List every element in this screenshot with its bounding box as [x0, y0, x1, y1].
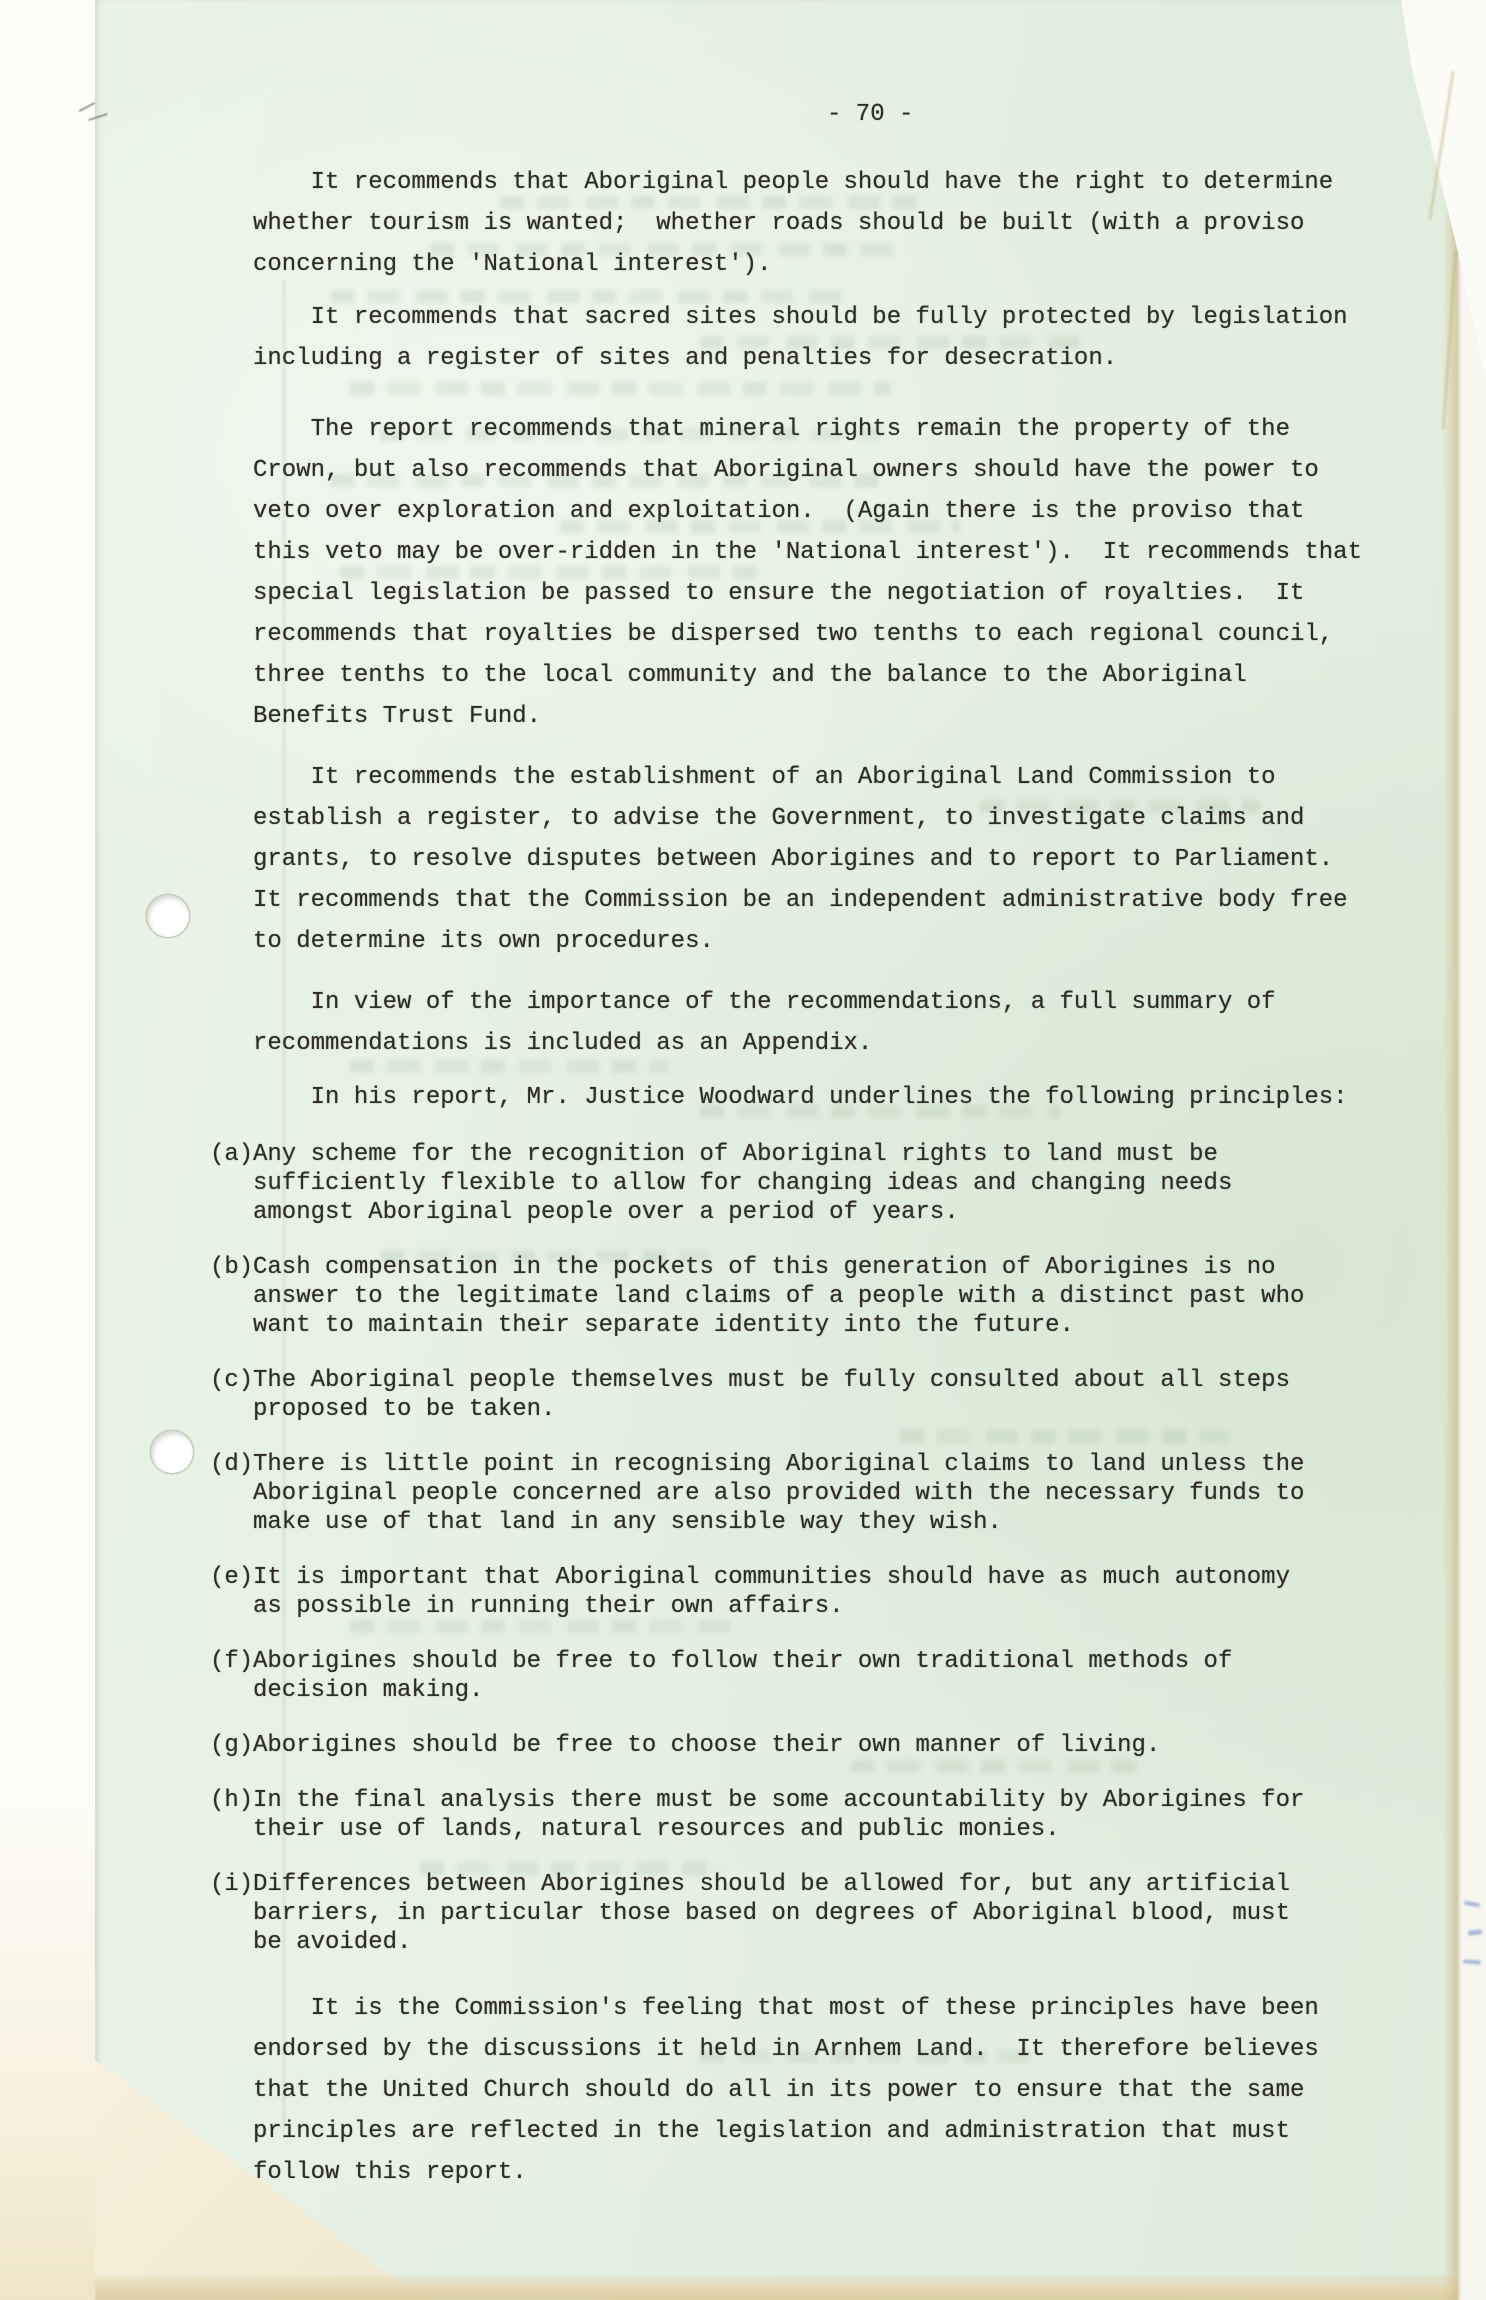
principle-item-e	[210, 1563, 1413, 1621]
principle-text: There is little point in recognising Aboriginal claims to land unless the Aboriginal people concerned are also provided with the necessary funds to make use of that land in any sensible way they wish.	[253, 1451, 1319, 1536]
principle-label: (c)	[210, 1367, 254, 1394]
principle-label: (b)	[210, 1254, 254, 1281]
paragraph-sacred-sites: It recommends that sacred sites should be fully protected by legislation including a register of sites and penalties for desecration.	[253, 304, 1362, 372]
scanner-background-left	[0, 0, 96, 2300]
principle-text: The Aboriginal people themselves must be fully consulted about all steps proposed to be taken.	[253, 1367, 1305, 1423]
document-page	[95, 0, 1458, 2300]
page-edge-right	[1444, 0, 1460, 2300]
principle-label: (h)	[210, 1787, 254, 1814]
principle-label: (e)	[210, 1564, 254, 1591]
principle-text: Aborigines should be free to follow their own traditional methods of decision making.	[253, 1648, 1247, 1704]
principle-label: (d)	[210, 1451, 254, 1478]
principle-text: Aborigines should be free to choose their own manner of living.	[253, 1732, 1161, 1759]
paragraph-tourism-rights: It recommends that Aboriginal people should have the right to determine whether tourism is wanted; whether roads should be built (with a proviso concerning the 'National interest').	[253, 169, 1348, 278]
principle-text: Cash compensation in the pockets of this generation of Aborigines is no answer to the legitimate land claims of a people with a distinct past who want to maintain their separate identity into the future.	[253, 1254, 1319, 1339]
principle-text: In the final analysis there must be some accountability by Aborigines for their use of lands, natural resources and public monies.	[253, 1787, 1319, 1843]
principle-item-h	[210, 1786, 1413, 1844]
principle-text: Differences between Aborigines should be allowed for, but any artificial barriers, in particular those based on degrees of Aboriginal blood, must be avoided.	[253, 1871, 1305, 1956]
document-body	[210, 162, 1413, 2193]
page-bottom-edge	[95, 2276, 1458, 2300]
principles-list	[210, 1140, 1413, 1957]
principle-item-i	[210, 1870, 1413, 1957]
closing-paragraph: It is the Commission's feeling that most of these principles have been endorsed by the discussions it held in Arnhem Land. It therefore believes that the United Church should do all in its power to ensure that the same principles are reflected in the legislation and administration that must follow this report.	[253, 1995, 1334, 2186]
paragraph-land-commission: It recommends the establishment of an Aboriginal Land Commission to establish a register, to advise the Government, to investigate claims and grants, to resolve disputes between Aborigines and to report to Parliament. It recommends that the Commission be an independent administrative body free to determine its own procedures.	[253, 764, 1362, 955]
page-number: - 70 -	[827, 101, 914, 128]
paragraph-appendix-note: In view of the importance of the recommendations, a full summary of recommendations is included as an Appendix.	[253, 989, 1290, 1057]
principle-item-a	[210, 1140, 1413, 1227]
paragraph-mineral-rights: The report recommends that mineral rights remain the property of the Crown, but also recommends that Aboriginal owners should have the power to veto over exploration and exploitation. (Again there is the proviso that this veto may be over-ridden in the 'National interest'). It recommends that special legislation be passed to ensure the negotiation of royalties. It recommends that royalties be dispersed two tenths to each regional council, three tenths to the local community and the balance to the Aboriginal Benefits Trust Fund.	[253, 416, 1377, 730]
punch-hole-bottom	[151, 1431, 193, 1473]
principle-label: (a)	[210, 1141, 254, 1168]
principle-item-d	[210, 1450, 1413, 1537]
punch-hole-top	[147, 895, 189, 937]
principle-item-b	[210, 1253, 1413, 1340]
principle-item-f	[210, 1647, 1413, 1705]
principles-intro: In his report, Mr. Justice Woodward underlines the following principles:	[310, 1084, 1348, 1111]
principle-item-g	[210, 1731, 1413, 1760]
principle-label: (f)	[210, 1648, 254, 1675]
principle-item-c	[210, 1366, 1413, 1424]
principle-text: Any scheme for the recognition of Aboriginal rights to land must be sufficiently flexible to allow for changing ideas and changing needs amongst Aboriginal people over a period of years.	[253, 1141, 1247, 1226]
principle-label: (g)	[210, 1732, 254, 1759]
principle-label: (i)	[210, 1871, 254, 1898]
principle-text: It is important that Aboriginal communities should have as much autonomy as possible in running their own affairs.	[253, 1564, 1305, 1620]
